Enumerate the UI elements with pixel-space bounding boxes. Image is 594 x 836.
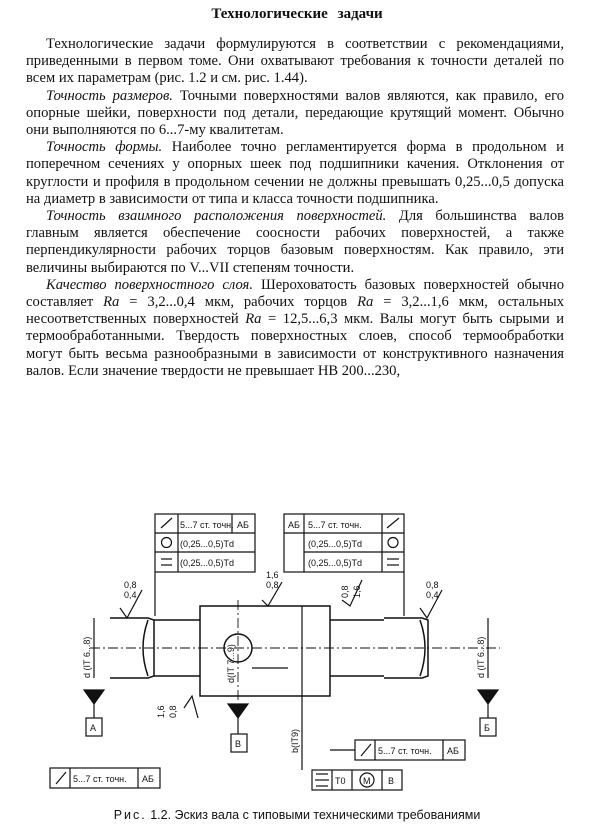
paragraph-5: Качество поверхностного слоя. Шероховатость базовых поверхностей обычно составляет Ra = 3,2...0,4 мкм, рабочих торцов Ra = 3,2...1,6 мкм, остальных несоответственных поверхностей Ra = 12,5...6,3 мкм. Валы могут быть сырыми и термообработанными. Твердость поверхностных слоев, способ термообработки могут быть весьма разнообразными в зависимости от конструктивного назначения валов. Если значение твердости не превышает НВ 200...230, [26, 276, 564, 379]
svg-text:5...7 ст. точн.: 5...7 ст. точн. [378, 746, 432, 756]
svg-text:5...7 ст. точн.: 5...7 ст. точн. [180, 520, 234, 530]
svg-text:0,4: 0,4 [426, 590, 439, 600]
svg-text:А: А [90, 723, 97, 733]
svg-text:В: В [235, 739, 242, 749]
figure-caption: Рис. 1.2. Эскиз вала с типовыми техническими требованиями [113, 808, 481, 822]
svg-text:1,6: 1,6 [266, 570, 279, 580]
shaft-body [110, 606, 428, 696]
svg-text:d (IT 6...8): d (IT 6...8) [476, 636, 486, 678]
svg-text:АБ: АБ [237, 520, 249, 530]
svg-text:0,8: 0,8 [266, 580, 279, 590]
body-text [26, 36, 564, 380]
svg-text:В: В [388, 776, 395, 786]
svg-text:АБ: АБ [288, 520, 300, 530]
svg-text:5...7 ст. точн.: 5...7 ст. точн. [308, 520, 362, 530]
paragraph-1: Технологические задачи формулируются в соответствии с рекомендациями, приведенными в первом томе. Они охватывают требования к точности деталей по всем их параметрам (рис. 1.2 и см. рис. 1.44). [26, 36, 564, 87]
svg-text:d(IT 7...9): d(IT 7...9) [226, 644, 236, 683]
svg-text:d (IT 6...8): d (IT 6...8) [82, 636, 92, 678]
shaft-drawing [30, 508, 564, 796]
svg-text:M: M [363, 776, 371, 786]
svg-text:5...7 ст. точн.: 5...7 ст. точн. [73, 774, 127, 784]
svg-text:(0,25...0,5)Td: (0,25...0,5)Td [180, 539, 235, 549]
paragraph-2: Точность размеров. Точными поверхностями валов являются, как правило, его опорные шейки, поверхности под детали, передающие крутящий момент. Обычно они выполняются по 6...7-му квалитетам. [26, 87, 564, 139]
svg-text:(0,25...0,5)Td: (0,25...0,5)Td [308, 558, 363, 568]
svg-text:0,4: 0,4 [124, 590, 137, 600]
svg-text:АБ: АБ [142, 774, 154, 784]
svg-text:b(IT9): b(IT9) [290, 728, 300, 753]
svg-text:0,8: 0,8 [340, 585, 350, 598]
svg-text:0,8: 0,8 [124, 580, 137, 590]
svg-text:Б: Б [484, 723, 490, 733]
svg-text:1,6: 1,6 [156, 705, 166, 718]
section-title: Технологические задачи [211, 6, 383, 22]
svg-text:(0,25...0,5)Td: (0,25...0,5)Td [308, 539, 363, 549]
paragraph-4: Точность взаимного расположения поверхностей. Для большинства валов главным является обеспечение соосности рабочих поверхностей, а также перпендикулярности рабочих торцов базовым поверхностям. Как правило, эти величины выбираются по V...VII степеням точности. [26, 208, 565, 276]
svg-text:0,8: 0,8 [168, 705, 178, 718]
svg-text:0,8: 0,8 [426, 580, 439, 590]
svg-text:(0,25...0,5)Td: (0,25...0,5)Td [180, 558, 235, 568]
svg-text:Т0: Т0 [335, 776, 346, 786]
svg-text:1,6: 1,6 [352, 585, 362, 598]
svg-text:АБ: АБ [447, 746, 459, 756]
paragraph-3: Точность формы. Наиболее точно регламентируется форма в продольном и поперечном сечениях у опорных шеек под подшипники качения. Отклонения от круглости и профиля в продольном сечении не должны превышать 0,25...0,5 допуска на диаметр в зависимости от типа и класса точности подшипника. [26, 139, 564, 207]
